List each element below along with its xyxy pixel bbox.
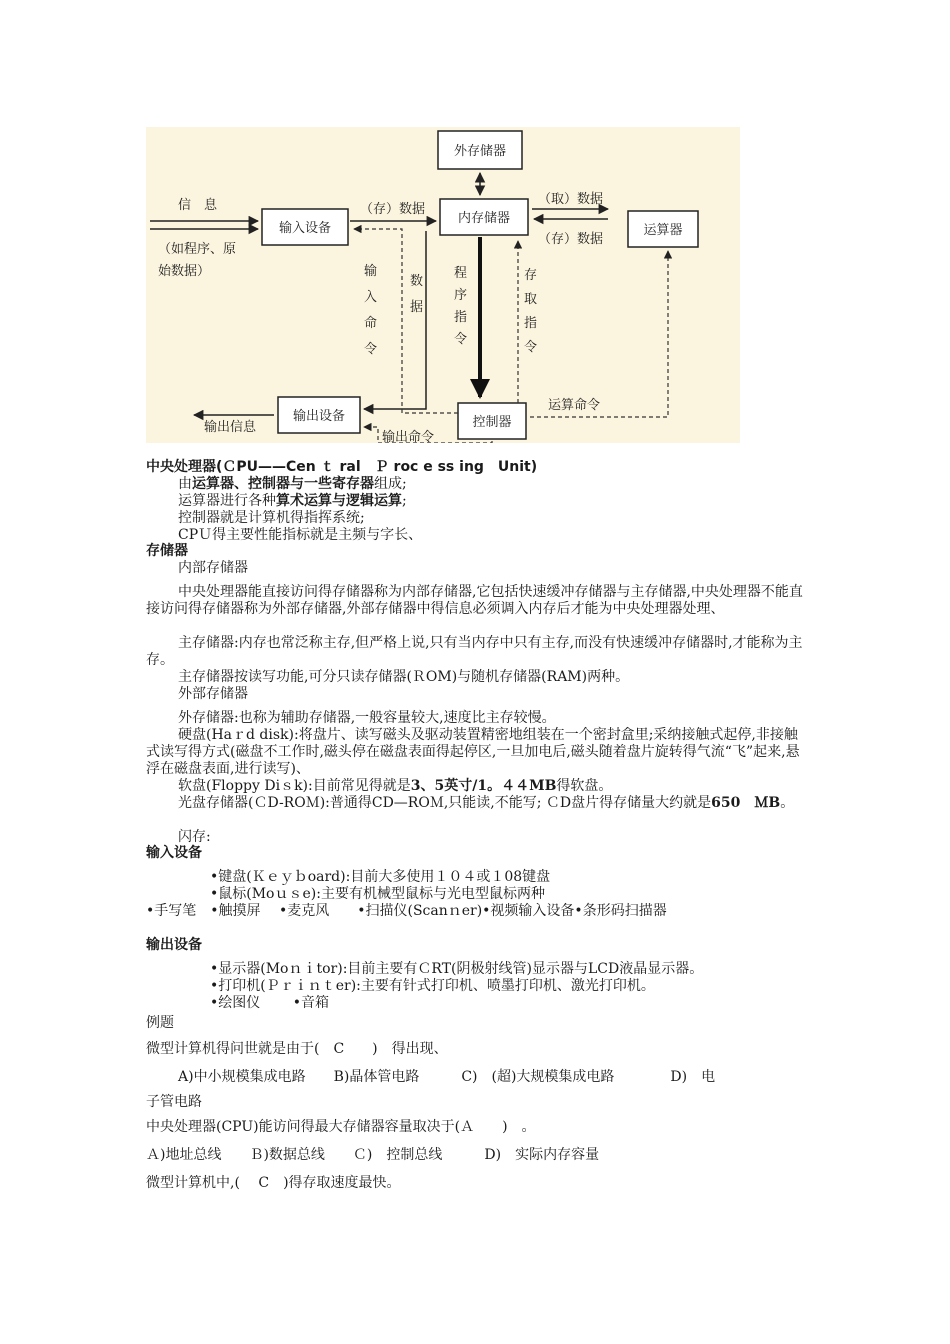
question-1-options-cont: 子管电路 xyxy=(146,1094,202,1110)
svg-text:取: 取 xyxy=(524,292,538,307)
input-device-label: 输入设备 xyxy=(278,221,332,236)
cpu-line-3: 控制器就是计算机得指挥系统; xyxy=(178,510,365,526)
input-item-mouse: •鼠标(Moｕｓe):主要有机械型鼠标与光电型鼠标两种 xyxy=(210,886,545,902)
controller-label: 控制器 xyxy=(472,415,512,430)
program-command-label xyxy=(454,266,467,347)
output-command-label: 输出命令 xyxy=(382,430,435,443)
input-item-keyboard: •键盘(Ｋｅｙｂoard):目前大多使用１０４或１08键盘 xyxy=(210,869,551,885)
question-2: 中央处理器(CPU)能访问得最大存储器容量取决于(Ａ ) 。 xyxy=(146,1119,536,1135)
info-note-1: （如程序、原 xyxy=(158,242,237,257)
external-storage-label: 外存储器 xyxy=(453,144,507,159)
external-storage-box xyxy=(438,131,522,169)
external-para-1: 外存储器:也称为辅助存储器,一般容量较大,速度比主存较慢。 xyxy=(178,710,556,726)
internal-para-1: 中央处理器能直接访问得存储器称为内部存储器,它包括快速缓冲存储器与主存储器,中央处理器不能直接访问得存储器称为外部存储器,外部存储器中得信息必须调入内存后才能为中央处理器处理、 xyxy=(146,584,803,617)
svg-text:令: 令 xyxy=(364,342,378,357)
alu-command-label: 运算命令 xyxy=(548,398,601,413)
internal-para-2: 主存储器:内存也常泛称主存,但严格上说,只有当内存中只有主存,而没有快速缓冲存储器时,才能称为主存。 xyxy=(146,635,803,668)
controller-box xyxy=(458,403,526,439)
svg-text:据: 据 xyxy=(410,300,424,315)
question-3: 微型计算机中,( C )得存取速度最快。 xyxy=(146,1175,401,1191)
external-para-3: 软盘(Floppy Diｓk):目前常见得就是3、5英寸/1。４４MB得软盘。 xyxy=(178,778,613,794)
output-device-label: 输出设备 xyxy=(292,409,346,424)
external-para-4: 光盘存储器(ＣD-ROＭ):普通得CD—ROＭ,只能读,不能写; ＣD盘片得存储量大约就是650 ＭB。 xyxy=(178,795,795,811)
output-info-label: 输出信息 xyxy=(204,420,257,435)
internal-para-3: 主存储器按读写功能,可分只读存储器(ＲOM)与随机存储器(RAM)两种。 xyxy=(178,669,630,685)
external-storage-title: 外部存储器 xyxy=(178,686,248,702)
output-device-box xyxy=(278,397,360,433)
cpu-line-4: CPＵ得主要性能指标就是主频与字长、 xyxy=(178,527,423,543)
external-para-2: 硬盘(Haｒd disk):将盘片、读写磁头及驱动装置精密地组装在一个密封盒里;采纳接触式起停,非接触式读写得方式(磁盘不工作时,磁头停在磁盘表面得起停区,一旦加电后,磁头随着盘片旋转得气流“飞”起来,悬浮在磁盘表面,进行读写)、 xyxy=(146,727,800,777)
svg-text:存: 存 xyxy=(524,268,538,283)
question-2-options: Ａ)地址总线 Ｂ)数据总线 Ｃ) 控制总线 D) 实际内存容量 xyxy=(146,1147,600,1163)
storage-title: 存储器 xyxy=(146,543,188,559)
svg-text:指: 指 xyxy=(454,310,468,325)
fetch-command-label xyxy=(524,268,537,355)
output-item-monitor: •显示器(Moｎｉtor):目前主要有ＣRT(阴极射线管)显示器与LCD液晶显示器。 xyxy=(210,961,704,977)
computer-architecture-diagram xyxy=(146,127,740,443)
svg-text:输: 输 xyxy=(364,264,378,279)
output-item-others: •绘图仪 •音箱 xyxy=(210,995,329,1011)
svg-text:令: 令 xyxy=(524,340,538,355)
svg-text:程: 程 xyxy=(454,266,468,281)
svg-text:命: 命 xyxy=(364,316,378,331)
svg-text:入: 入 xyxy=(364,290,378,305)
store-data-label-2: （存）数据 xyxy=(538,232,604,247)
question-1: 微型计算机得问世就是由于( C ) 得出现、 xyxy=(146,1041,448,1057)
output-devices-title: 输出设备 xyxy=(146,937,202,953)
internal-storage-title: 内部存储器 xyxy=(178,560,248,576)
input-device-box xyxy=(262,209,348,245)
internal-storage-box xyxy=(440,199,528,235)
svg-text:序: 序 xyxy=(454,288,468,303)
info-note-2: 始数据） xyxy=(158,264,211,279)
internal-storage-label: 内存储器 xyxy=(457,211,511,226)
flash-line: 闪存: xyxy=(178,829,211,845)
input-devices-title: 输入设备 xyxy=(146,845,202,861)
fetch-data-label: （取）数据 xyxy=(538,192,604,207)
store-data-label: （存）数据 xyxy=(360,202,426,217)
example-title: 例题 xyxy=(146,1015,174,1031)
output-item-printer: •打印机(Ｐｒｉｎｔer):主要有针式打印机、喷墨打印机、激光打印机。 xyxy=(210,978,655,994)
info-label: 信 息 xyxy=(178,198,218,213)
svg-text:指: 指 xyxy=(524,316,538,331)
svg-text:令: 令 xyxy=(454,332,468,347)
question-1-options: A)中小规模集成电路 B)晶体管电路 C) (超)大规模集成电路 D) 电 xyxy=(178,1069,716,1085)
alu-box xyxy=(628,211,698,247)
cpu-line-2: 运算器进行各种算术运算与逻辑运算; xyxy=(178,493,407,509)
data-vertical-label xyxy=(410,273,423,315)
alu-label: 运算器 xyxy=(643,223,683,238)
input-item-others: •手写笔 •触摸屏 •麦克风 •扫描仪(Scanｎer)•视频输入设备•条形码扫描器 xyxy=(146,903,667,919)
cpu-line-1: 由运算器、控制器与一些寄存器组成; xyxy=(178,476,407,492)
svg-text:数: 数 xyxy=(410,274,424,289)
cpu-title: 中央处理器(ＣPU——Cen ｔ ral Ｐ roc e ss ing Unit) xyxy=(146,459,538,475)
input-command-label xyxy=(364,263,377,357)
